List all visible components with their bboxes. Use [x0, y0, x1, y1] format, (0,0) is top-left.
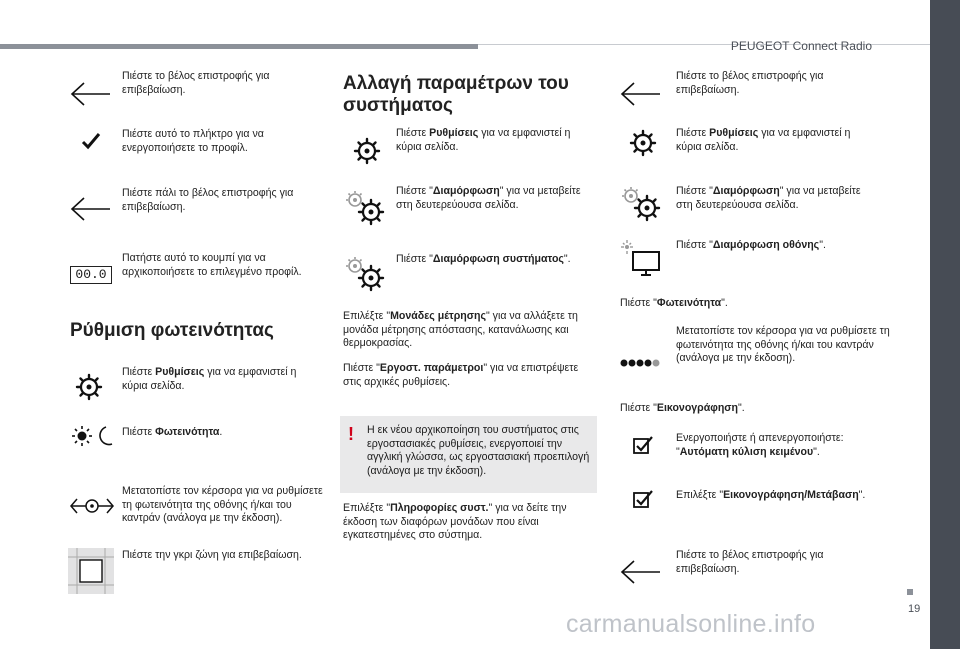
mid-item-system-config: Πιέστε "Διαμόρφωση συστήματος". — [396, 253, 571, 265]
warning-icon: ! — [348, 424, 354, 444]
section-heading-system: Αλλαγή παραμέτρων του συστήματος — [343, 73, 569, 116]
dots-slider-icon — [620, 358, 664, 368]
arrow-left-icon — [70, 82, 112, 106]
counter-display-icon: 00.0 — [70, 266, 112, 284]
checkmark-icon — [82, 133, 100, 149]
gear-icon — [76, 374, 102, 400]
gear-icon — [354, 138, 380, 164]
mid-para-factory: Πιέστε "Εργοστ. παράμετροι" για να επιστρέψετε στις αρχικές ρυθμίσεις. — [343, 362, 579, 388]
mid-item-configuration: Πιέστε "Διαμόρφωση" για να μεταβείτε στη δευτερεύουσα σελίδα. — [396, 185, 581, 211]
left-item-activate: Πιέστε αυτό το πλήκτρο για να ενεργοποιήσετε το προφίλ. — [122, 128, 264, 154]
checkbox-icon — [633, 436, 653, 454]
gear-icon — [630, 130, 656, 156]
mid-para-system-info: Επιλέξτε "Πληροφορίες συστ." για να δείτε την έκδοση των διαφόρων μονάδων που είναι εγκατεστημένες στο σύστημα. — [343, 502, 567, 541]
right-item-back-1: Πιέστε το βέλος επιστροφής για επιβεβαίωση. — [676, 70, 824, 96]
left-item-slider: Μετατοπίστε τον κέρσορα για να ρυθμίσετε τη φωτεινότητα της οθόνης ή/και του καντράν (ανάλογα με την έκδοση). — [122, 485, 323, 524]
right-item-configuration: Πιέστε "Διαμόρφωση" για να μεταβείτε στη δευτερεύουσα σελίδα. — [676, 185, 861, 211]
left-item-settings: Πιέστε Ρυθμίσεις για να εμφανιστεί η κύρια σελίδα. — [122, 366, 297, 392]
mid-item-settings: Πιέστε Ρυθμίσεις για να εμφανιστεί η κύρια σελίδα. — [396, 127, 571, 153]
right-item-slider: Μετατοπίστε τον κέρσορα για να ρυθμίσετε τη φωτεινότητα της οθόνης ή/και του καντράν (ανάλογα με την έκδοση). — [676, 325, 890, 364]
page-marker — [907, 589, 913, 595]
screen-brightness-icon — [621, 240, 661, 278]
right-item-transition: Επιλέξτε "Εικονογράφηση/Μετάβαση". — [676, 489, 866, 501]
slider-cursor-icon — [70, 496, 114, 516]
right-item-screen-config: Πιέστε "Διαμόρφωση οθόνης". — [676, 239, 826, 251]
note-box — [340, 416, 597, 493]
page-number: 19 — [908, 603, 921, 615]
arrow-left-icon — [620, 560, 662, 584]
left-item-brightness: Πιέστε Φωτεινότητα. — [122, 426, 223, 438]
right-line-illustration: Πιέστε "Εικονογράφηση". — [620, 402, 745, 414]
right-line-brightness: Πιέστε "Φωτεινότητα". — [620, 297, 728, 309]
right-item-back-2: Πιέστε το βέλος επιστροφής για επιβεβαίωση. — [676, 549, 824, 575]
arrow-left-icon — [70, 197, 112, 221]
right-item-settings: Πιέστε Ρυθμίσεις για να εμφανιστεί η κύρια σελίδα. — [676, 127, 851, 153]
left-item-back-2: Πιέστε πάλι το βέλος επιστροφής για επιβεβαίωση. — [122, 187, 294, 213]
left-item-reset: Πατήστε αυτό το κουμπί για να αρχικοποιήσετε το επιλεγμένο προφίλ. — [122, 252, 302, 278]
double-gear-icon — [345, 190, 385, 224]
arrow-left-icon — [620, 82, 662, 106]
checkbox-icon — [633, 490, 653, 508]
page-header: PEUGEOT Connect Radio — [730, 39, 872, 53]
double-gear-icon — [621, 186, 661, 220]
section-heading-brightness: Ρύθμιση φωτεινότητας — [70, 320, 274, 341]
note-text: Η εκ νέου αρχικοποίηση του συστήματος στις εργοστασιακές ρυθμίσεις, ενεργοποιεί την αγγλική γλώσσα, ως εργοστασιακή προεπιλογή (ανάλογα με την έκδοση). — [367, 424, 590, 477]
sun-moon-icon — [72, 425, 114, 447]
double-gear-icon — [345, 256, 385, 290]
watermark: carmanualsonline.info — [566, 610, 816, 638]
mid-para-units: Επιλέξτε "Μονάδες μέτρησης" για να αλλάξετε τη μονάδα μέτρησης απόστασης, κατανάλωσης και θερμοκρασίας. — [343, 310, 578, 349]
left-item-back-1: Πιέστε το βέλος επιστροφής για επιβεβαίωση. — [122, 70, 270, 96]
top-rule — [0, 44, 478, 49]
right-item-autoscroll: Ενεργοποιήστε ή απενεργοποιήστε: "Αυτόματη κύλιση κειμένου". — [676, 432, 844, 458]
page-sidebar — [930, 0, 960, 649]
grid-zone-icon — [68, 548, 114, 594]
left-item-grey-zone: Πιέστε την γκρι ζώνη για επιβεβαίωση. — [122, 549, 302, 561]
